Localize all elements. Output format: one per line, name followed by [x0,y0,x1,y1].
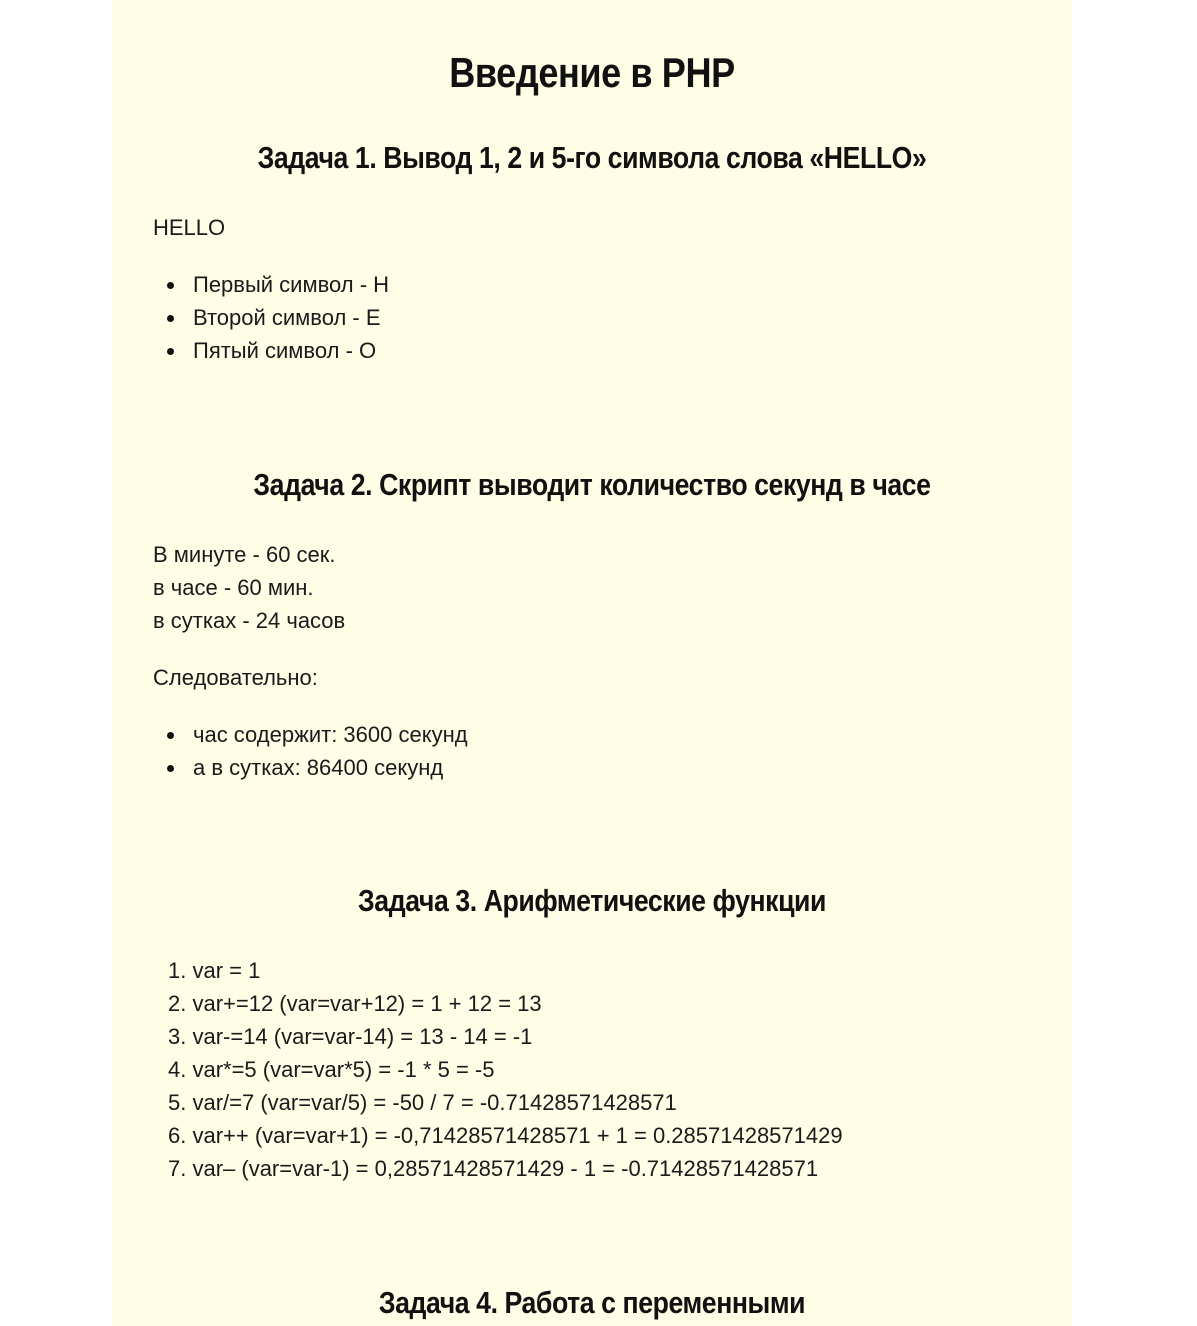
page-title: Введение в PHP [449,49,735,96]
fact-line: в сутках - 24 часов [153,608,346,633]
task2-conclusion: Следовательно: [153,665,318,690]
list-item: 2. var+=12 (var=var+12) = 1 + 12 = 13 [168,991,542,1016]
content-panel [112,0,1072,1326]
task2-list [153,718,468,784]
task3-heading: Задача 3. Арифметические функции [358,883,826,918]
list-item: Второй символ - E [153,301,389,334]
fact-line: в часе - 60 мин. [153,575,314,600]
list-item: час содержит: 3600 секунд [153,718,468,751]
list-item: 4. var*=5 (var=var*5) = -1 * 5 = -5 [168,1057,495,1082]
list-item: а в сутках: 86400 секунд [153,751,468,784]
list-item: Первый символ - H [153,268,389,301]
fact-line: В минуте - 60 сек. [153,542,336,567]
task2-heading: Задача 2. Скрипт выводит количество секунд в часе [253,467,931,502]
task1-word: HELLO [153,215,226,240]
list-item: 7. var– (var=var-1) = 0,28571428571429 - 1 = -0.71428571428571 [168,1156,819,1181]
list-item: 3. var-=14 (var=var-14) = 13 - 14 = -1 [168,1024,533,1049]
task4-heading: Задача 4. Работа с переменными [378,1285,806,1320]
list-item: Пятый символ - O [153,334,389,367]
list-item: 6. var++ (var=var+1) = -0,71428571428571 + 1 = 0.28571428571429 [168,1123,843,1148]
list-item: 1. var = 1 [168,958,261,983]
task1-heading: Задача 1. Вывод 1, 2 и 5-го символа слова «HELLO» [257,140,927,175]
task2-facts [153,538,345,637]
task3-list [153,954,843,1185]
task1-list [153,268,389,367]
list-item: 5. var/=7 (var=var/5) = -50 / 7 = -0.71428571428571 [168,1090,677,1115]
